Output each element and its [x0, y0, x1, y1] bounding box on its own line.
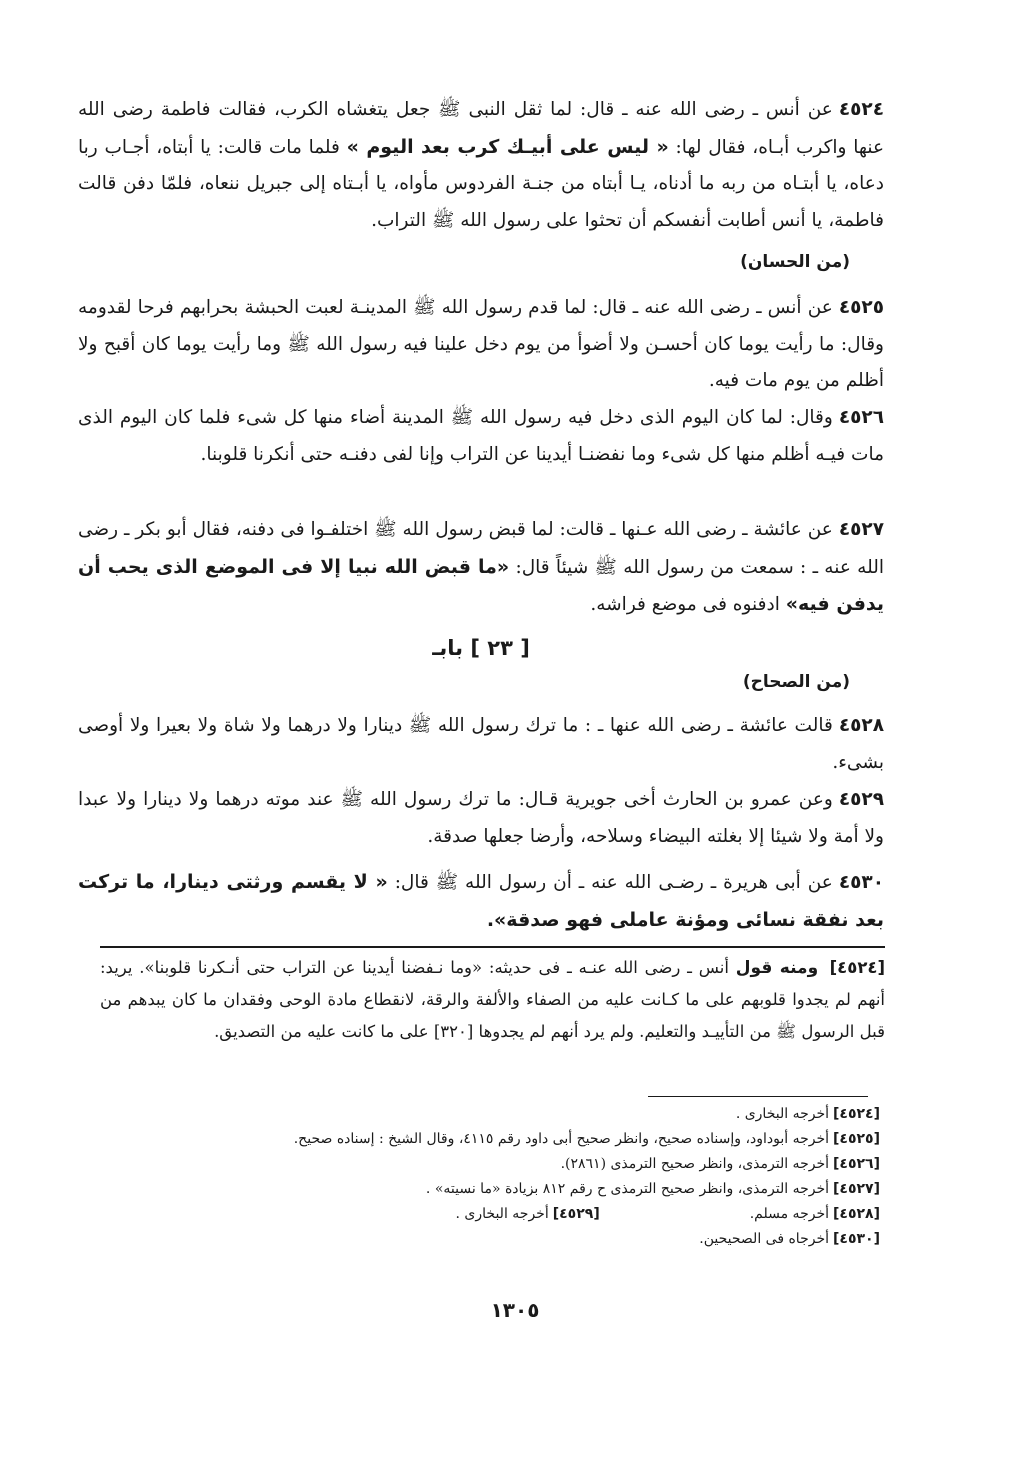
hadith-text: عن عائشة ـ رضى الله عـنها ـ قالت: لما قبض رسول الله ﷺ اختلفـوا فى دفنه، فقال أبو بكر ـ رضى الله عنه ـ : سمعت من رسول الله ﷺ شيئاً قال: [78, 519, 884, 578]
footnote-number: [٤٥٢٨] [833, 1206, 880, 1222]
hadith-number: ٤٥٢٨ [838, 715, 884, 736]
hadith-text: قالت عائشة ـ رضى الله عنها ـ : ما ترك رسول الله ﷺ دينارا ولا درهما ولا شاة ولا بعيرا ولا أوصى بشىء. [78, 715, 884, 773]
hadith-4525 [78, 290, 884, 400]
hadith-4529 [78, 782, 884, 855]
commentary-ref: [٤٥٢٤] [829, 958, 886, 977]
footnote-4524 [294, 1102, 880, 1127]
hadith-text: عن أبى هريرة ـ رضـى الله عنه ـ أن رسول الله ﷺ قال: [387, 872, 833, 893]
footnote-4528-4529 [294, 1202, 880, 1227]
hadith-4528 [78, 708, 884, 781]
hadith-text: عن أنس ـ رضى الله عنه ـ قال: لما قدم رسول الله ﷺ المدينـة لعبت الحبشة بحرابهم فرحا لقدومه وقال: ما رأيت يوما كان أحسـن ولا أضوأ من يوم دخل علينا فيه رسول الله ﷺ وما رأيت يوما كان أقبح ولا أظلم من يوم مات فيه. [78, 297, 884, 391]
prophetic-quote: « ليس على أبيـك كرب بعد اليوم » [346, 135, 669, 158]
footnote-number: [٤٥٢٤] [833, 1106, 880, 1122]
section-label-sihah: (من الصحاح) [742, 672, 850, 692]
hadith-4526 [78, 400, 884, 473]
hadith-text: عن أنس ـ رضى الله عنه ـ قال: لما ثقل النبى ﷺ جعل يتغشاه الكرب، فقالت فاطمة رضى الله عنها واكرب أبـاه، فقال لها: [78, 99, 884, 158]
footnote-4525 [294, 1127, 880, 1152]
footnote-4527 [294, 1177, 880, 1202]
hadith-text: ادفنوه فى موضع فراشه. [590, 594, 786, 615]
footnote-4530 [294, 1227, 880, 1252]
commentary-divider [100, 946, 885, 948]
commentary-block [100, 952, 885, 1048]
hadith-number: ٤٥٢٧ [838, 519, 884, 540]
footnote-number: [٤٥٣٠] [833, 1231, 880, 1247]
hadith-4530 [78, 864, 884, 939]
footnote-number: [٤٥٢٧] [833, 1181, 880, 1197]
commentary-text: أنس ـ رضى الله عنـه ـ فى حديثه: «وما نـفضنا أيدينا عن التراب حتى أنـكرنا قلوبنا». يريد: أنهم لم يجدوا قلوبهم على ما كـانت عليه من الصفاء والألفة والرقة، لانقطاع مادة الوحى وفقدان ما كان يبدهم من قبل الرسول ﷺ من التأييـد والتعليم. ولم يرد أنهم لم يجدوها [٣٢٠] على ما كانت عليه من التصديق. [100, 958, 885, 1041]
hadith-4527 [78, 512, 884, 624]
footnote-text: أخرجاه فى الصحيحين. [699, 1231, 829, 1247]
hadith-4524 [78, 92, 884, 239]
footnote-text: أخرجه البخارى . [455, 1206, 549, 1222]
hadith-number: ٤٥٢٦ [838, 407, 884, 428]
footnote-divider [648, 1096, 868, 1097]
footnote-number: [٤٥٢٦] [833, 1156, 880, 1172]
footnote-references [294, 1102, 880, 1252]
footnote-4526 [294, 1152, 880, 1177]
footnote-text: أخرجه البخارى . [735, 1106, 829, 1122]
footnote-text: أخرجه أبوداود، وإسناده صحيح، وانظر صحيح أبى داود رقم ٤١١٥، وقال الشيخ : إسناده صحيح. [293, 1131, 829, 1147]
footnote-number: [٤٥٢٩] [552, 1206, 600, 1222]
footnote-number: [٤٥٢٥] [833, 1131, 880, 1147]
hadith-number: ٤٥٣٠ [838, 872, 884, 893]
hadith-number: ٤٥٢٥ [838, 297, 884, 318]
hadith-text: وقال: لما كان اليوم الذى دخل فيه رسول الله ﷺ المدينة أضاء منها كل شىء فلما كان اليوم الذى مات فيـه أظلم منها كل شىء وما نفضنـا أيدينا عن التراب وإنا لفى دفنـه حتى أنكرنا قلوبنا. [78, 407, 884, 465]
chapter-heading: [ ٢٣ ] بابـ [432, 636, 530, 660]
prophetic-quote: « لا يقسم ورثتى دينارا، ما تركت بعد نفقة نسائى ومؤنة عاملى فهو صدقة». [78, 871, 884, 931]
footnote-text: أخرجه الترمذى، وانظر صحيح الترمذى ح رقم ٨١٢ بزيادة «ما نسيته» . [425, 1181, 829, 1197]
hadith-number: ٤٥٢٩ [838, 789, 884, 810]
footnote-text: أخرجه الترمذى، وانظر صحيح الترمذى (٢٨٦١). [560, 1156, 829, 1172]
hadith-text: فلما مات قالت: يا أبتاه، أجـاب ربا دعاه، يا أبتـاه من ربه ما أدناه، يـا أبتاه من جنـة الفردوس مأواه، يا أبـتاه إلى جبريل ننعاه، فلمّا دفن قالت فاطمة، يا أنس أطابت أنفسكم أن تحثوا على رسول الله ﷺ التراب. [78, 136, 884, 231]
page-number: ١٣٠٥ [490, 1298, 540, 1322]
hadith-source-label: (من الحسان) [740, 252, 850, 272]
footnote-text: أخرجه مسلم. [749, 1206, 829, 1222]
prophetic-quote: «ما قبض الله نبيا إلا فى الموضع الذى يحب أن يدفن فيه» [78, 555, 884, 615]
hadith-number: ٤٥٢٤ [838, 99, 884, 120]
hadith-text: وعن عمرو بن الحارث أخى جويرية قـال: ما ترك رسول الله ﷺ عند موته درهما ولا دينارا ولا عبدا ولا أمة ولا شيئا إلا بغلته البيضاء وسلاحه، وأرضا جعلها صدقة. [78, 789, 884, 847]
commentary-lead: ومنه قول [735, 958, 826, 978]
